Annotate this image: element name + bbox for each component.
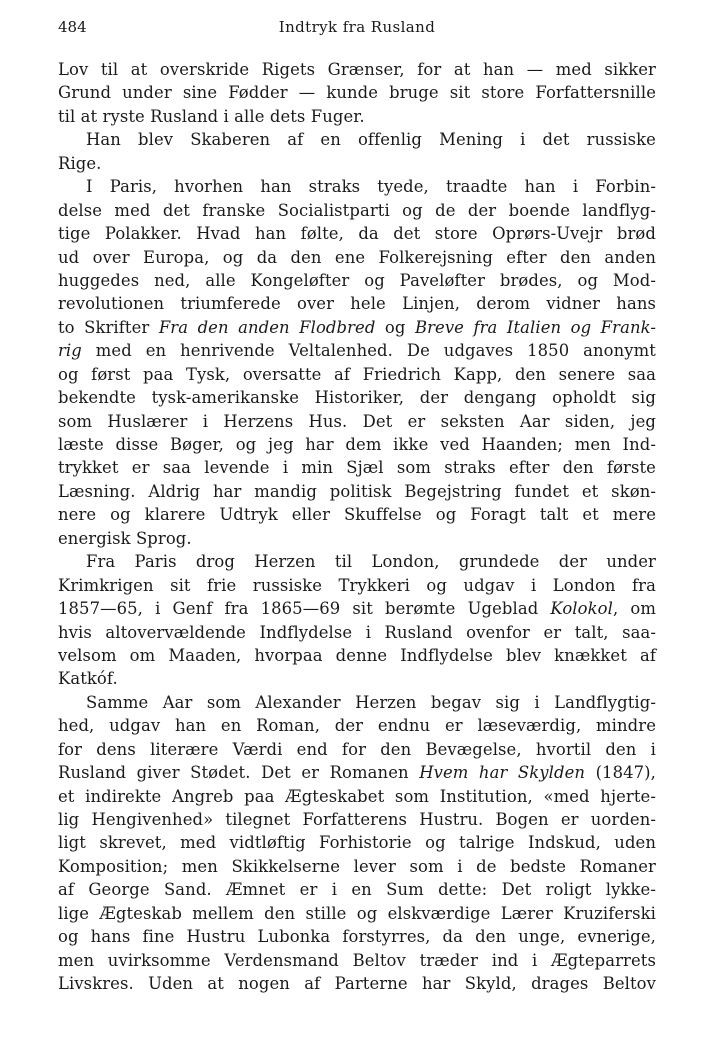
text-segment: Livskres. Uden at nogen af Parterne har Skyld, drages Beltov (58, 974, 656, 994)
text-segment: (1847), (585, 763, 656, 783)
text-line (58, 902, 656, 925)
text-line (58, 761, 656, 784)
text-segment: delse med det franske Socialistparti og de der boende landflyg- (58, 200, 656, 220)
text-line (58, 644, 656, 667)
text-segment: og (375, 317, 415, 337)
text-segment: Komposition; men Skikkelserne lever som i de bedste Romaner (58, 856, 656, 876)
text-line (58, 949, 656, 972)
text-line (58, 691, 656, 714)
text-line (58, 81, 656, 104)
text-segment: 1857—65, i Genf fra 1865—69 sit berømte Ugeblad (58, 599, 551, 619)
text-line (58, 972, 656, 995)
text-segment: tige Polakker. Hvad han følte, da det store Oprørs-Uvejr brød (58, 224, 656, 244)
text-segment: Lov til at overskride Rigets Grænser, for at han — med sikker (58, 60, 656, 79)
italic-title: Fra den anden Flodbred (158, 317, 376, 337)
text-segment: Han blev Skaberen af en offenlig Mening i det russiske (86, 130, 656, 150)
text-line (58, 503, 656, 526)
text-line (58, 667, 656, 690)
text-segment: velsom om Maaden, hvorpaa denne Indflydelse blev knækket af (58, 645, 656, 665)
text-line (58, 621, 656, 644)
text-line (58, 855, 656, 878)
text-line (58, 316, 656, 339)
page-header (58, 18, 656, 40)
text-segment: Samme Aar som Alexander Herzen begav sig i Landflygtig- (86, 692, 656, 712)
text-line (58, 597, 656, 620)
text-line (58, 433, 656, 456)
italic-title: Kolokol (550, 599, 613, 619)
text-line (58, 925, 656, 948)
text-segment: Rusland giver Stødet. Det er Romanen (58, 763, 420, 783)
text-segment: læste disse Bøger, og jeg har dem ikke ved Haanden; men Ind- (58, 435, 656, 454)
text-segment: hvis altovervældende Indflydelse i Rusland ovenfor er talt, saa- (58, 622, 656, 642)
text-segment: bekendte tysk-amerikanske Historiker, der dengang opholdt sig (58, 388, 656, 408)
text-segment: lig Hengivenhed» tilegnet Forfatterens Hustru. Bogen er uorden- (58, 810, 656, 829)
text-segment: men uvirksomme Verdensmand Beltov træder ind i Ægteparrets (58, 950, 656, 970)
text-line (58, 527, 656, 550)
text-segment: , om (612, 599, 656, 619)
text-segment: som Huslærer i Herzens Hus. Det er seksten Aar siden, jeg (58, 411, 656, 431)
text-line (58, 480, 656, 503)
text-segment: lige Ægteskab mellem den stille og elskværdige Lærer Kruziferski (58, 903, 656, 923)
text-line (58, 831, 656, 854)
text-line (58, 152, 656, 175)
text-segment: for dens literære Værdi end for den Bevægelse, hvortil den i (58, 739, 656, 759)
text-segment: trykket er saa levende i min Sjæl som straks efter den første (58, 458, 656, 478)
text-segment: Krimkrigen sit frie russiske Trykkeri og udgav i London fra (58, 575, 656, 595)
text-line (58, 714, 656, 737)
text-segment: Katkóf. (58, 669, 118, 689)
text-segment: Læsning. Aldrig har mandig politisk Begejstring fundet et skøn- (58, 481, 656, 501)
text-line (58, 222, 656, 245)
text-segment: til at ryste Rusland i alle dets Fuger. (58, 106, 365, 126)
text-segment: Grund under sine Fødder — kunde bruge sit store Forfattersnille (58, 83, 656, 103)
text-line (58, 128, 656, 151)
text-segment: ud over Europa, og da den ene Folkerejsning efter den anden (58, 247, 656, 267)
text-segment: af George Sand. Æmnet er i en Sum dette: Det roligt lykke- (58, 880, 656, 900)
text-segment: energisk Sprog. (58, 528, 192, 548)
text-segment: og først paa Tysk, oversatte af Friedrich Kapp, den senere saa (58, 364, 656, 384)
text-segment: og hans fine Hustru Lubonka forstyrres, da den unge, evnerige, (58, 927, 656, 947)
text-line (58, 785, 656, 808)
text-line (58, 269, 656, 292)
text-line (58, 199, 656, 222)
text-segment: med en henrivende Veltalenhed. De udgaves 1850 anonymt (81, 341, 656, 361)
text-segment: nere og klarere Udtryk eller Skuffelse og Foragt talt et mere (58, 505, 656, 525)
text-segment: I Paris, hvorhen han straks tyede, traadte han i Forbin- (86, 177, 656, 197)
text-line (58, 58, 656, 81)
text-line (58, 386, 656, 409)
text-line (58, 410, 656, 433)
text-line (58, 550, 656, 573)
text-line (58, 105, 656, 128)
italic-title: Breve fra Italien og Frank- (414, 317, 656, 337)
italic-title: rig (58, 341, 82, 361)
text-segment: ligt skrevet, med vidtløftig Forhistorie og talrige Indskud, uden (58, 833, 656, 853)
text-segment: revolutionen triumferede over hele Linjen, derom vidner hans (58, 294, 656, 314)
text-line (58, 574, 656, 597)
text-line (58, 738, 656, 761)
text-segment: huggedes ned, alle Kongeløfter og Paveløfter brødes, og Mod- (58, 270, 656, 290)
text-segment: to Skrifter (58, 317, 159, 337)
running-title: Indtryk fra Rusland (278, 18, 436, 36)
text-segment: et indirekte Angreb paa Ægteskabet som Institution, «med hjerte- (58, 786, 656, 806)
text-segment: Rige. (58, 153, 102, 173)
body-text (58, 58, 656, 996)
text-line (58, 456, 656, 479)
text-segment: Fra Paris drog Herzen til London, grundede der under (86, 552, 656, 572)
text-segment: hed, udgav han en Roman, der endnu er læseværdig, mindre (58, 716, 656, 736)
italic-title: Hvem har Skylden (419, 763, 586, 783)
text-line (58, 246, 656, 269)
page-number: 484 (58, 18, 87, 36)
text-line (58, 808, 656, 831)
text-line (58, 363, 656, 386)
text-line (58, 292, 656, 315)
text-line (58, 878, 656, 901)
text-line (58, 339, 656, 362)
text-line (58, 175, 656, 198)
